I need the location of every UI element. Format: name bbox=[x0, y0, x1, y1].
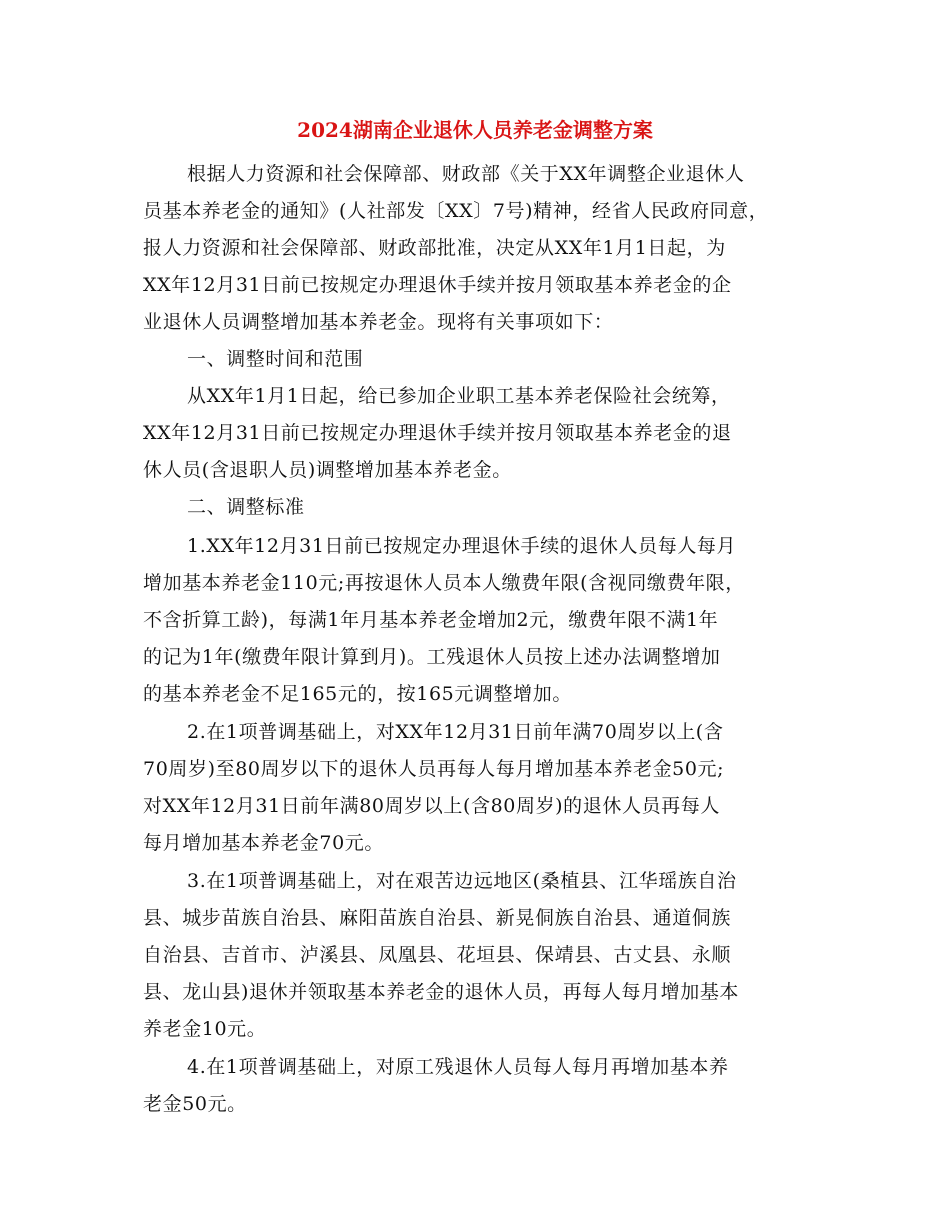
paragraph-line: 4.在1项普调基础上，对原工残退休人员每人每月再增加基本养 bbox=[187, 1056, 729, 1078]
paragraph-line: 养老金10元。 bbox=[143, 1018, 267, 1040]
paragraph-line: 3.在1项普调基础上，对在艰苦边远地区(桑植县、江华瑶族自治 bbox=[187, 870, 737, 892]
paragraph-line: 员基本养老金的通知》(人社部发〔XX〕7号)精神，经省人民政府同意， bbox=[143, 200, 769, 222]
paragraph-line: 增加基本养老金110元;再按退休人员本人缴费年限(含视同缴费年限， bbox=[143, 572, 745, 594]
paragraph-line: 业退休人员调整增加基本养老金。现将有关事项如下： bbox=[143, 311, 614, 333]
section-heading: 一、调整时间和范围 bbox=[187, 348, 364, 370]
paragraph-line: XX年12月31日前已按规定办理退休手续并按月领取基本养老金的企 bbox=[143, 274, 732, 296]
paragraph-line: 70周岁)至80周岁以下的退休人员再每人每月增加基本养老金50元; bbox=[143, 758, 725, 780]
paragraph-line: 的记为1年(缴费年限计算到月)。工残退休人员按上述办法调整增加 bbox=[143, 646, 721, 668]
document-title: 2024湖南企业退休人员养老金调整方案 bbox=[297, 118, 653, 142]
paragraph-line: 县、龙山县)退休并领取基本养老金的退休人员，再每人每月增加基本 bbox=[143, 981, 740, 1003]
paragraph-line: 对XX年12月31日前年满80周岁以上(含80周岁)的退休人员再每人 bbox=[143, 795, 720, 817]
paragraph-line: 每月增加基本养老金70元。 bbox=[143, 832, 384, 854]
paragraph-line: 报人力资源和社会保障部、财政部批准，决定从XX年1月1日起，为 bbox=[143, 237, 726, 259]
paragraph-line: XX年12月31日前已按规定办理退休手续并按月领取基本养老金的退 bbox=[143, 422, 732, 444]
paragraph-line: 的基本养老金不足165元的，按165元调整增加。 bbox=[143, 683, 572, 705]
paragraph-line: 不含折算工龄)，每满1年月基本养老金增加2元，缴费年限不满1年 bbox=[143, 609, 719, 631]
section-heading: 二、调整标准 bbox=[187, 496, 305, 518]
paragraph-line: 自治县、吉首市、泸溪县、凤凰县、花垣县、保靖县、古丈县、永顺 bbox=[143, 944, 732, 966]
paragraph-line: 老金50元。 bbox=[143, 1093, 247, 1115]
paragraph-line: 1.XX年12月31日前已按规定办理退休手续的退休人员每人每月 bbox=[187, 535, 737, 557]
paragraph-line: 从XX年1月1日起，给已参加企业职工基本养老保险社会统筹， bbox=[187, 385, 731, 407]
paragraph-line: 休人员(含退职人员)调整增加基本养老金。 bbox=[143, 459, 512, 481]
paragraph-line: 县、城步苗族自治县、麻阳苗族自治县、新晃侗族自治县、通道侗族 bbox=[143, 907, 732, 929]
paragraph-line: 根据人力资源和社会保障部、财政部《关于XX年调整企业退休人 bbox=[187, 163, 745, 185]
paragraph-line: 2.在1项普调基础上，对XX年12月31日前年满70周岁以上(含 bbox=[187, 721, 724, 743]
